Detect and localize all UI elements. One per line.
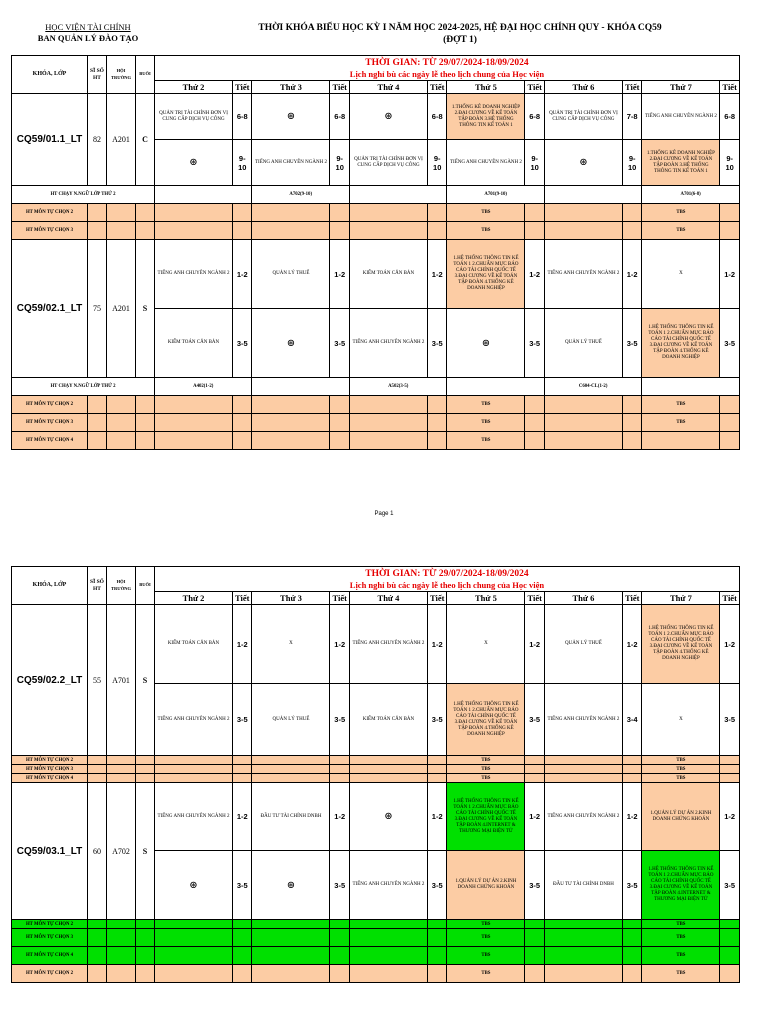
class-name: CQ59/02.1_LT [12,240,88,378]
day-header: Thứ 3 [252,81,330,94]
extra-cell: C604-CL(1-2) [544,378,641,396]
period-cell: 1-2 [330,783,349,851]
period-cell: 1-2 [233,240,252,309]
class-name: CQ59/01.1_LT [12,94,88,186]
tiet-header: Tiết [622,81,641,94]
period-cell: 9-10 [622,140,641,186]
period-cell: 3-5 [427,851,446,920]
class-name: CQ59/02.2_LT [12,605,88,756]
subject-cell: TIẾNG ANH CHUYÊN NGÀNH 2 [349,851,427,920]
period-cell: 1-2 [720,783,739,851]
period-cell: 3-5 [427,309,446,378]
hoi-truong: A701 [107,605,136,756]
subject-cell: X [642,240,720,309]
optional-cell: TBS [447,432,525,450]
subject-cell: QUẢN TRỊ TÀI CHÍNH ĐƠN VỊ CUNG CẤP DỊCH VỤ CÔNG [155,94,233,140]
subject-cell: 1.HỆ THỐNG THÔNG TIN KẾ TOÁN 1 2.CHUẨN MỰC BÁO CÁO TÀI CHÍNH QUỐC TẾ 3.ĐẠI CƯƠNG VỀ KẾ TOÁN TẬP ĐOÀN 4.THỐNG KÊ DOANH NGHIỆP [642,309,720,378]
extra-row-label: HT CHẠY N.NGỮ LỚP THỨ 2 [12,186,155,204]
tiet-header: Tiết [233,81,252,94]
period-cell: 1-2 [330,240,349,309]
period-cell: 6-8 [525,94,544,140]
period-cell: 3-5 [233,309,252,378]
optional-cell: TBS [642,222,720,240]
optional-row-label: HT MÔN TỰ CHỌN 2 [12,920,88,929]
optional-cell: TBS [447,947,525,965]
optional-cell: TBS [642,204,720,222]
period-cell: 1-2 [720,605,739,684]
col-hoi-truong: HỘI TRƯỜNG [107,56,136,94]
optional-row-label: HT MÔN TỰ CHỌN 2 [12,965,88,983]
optional-row-label: HT MÔN TỰ CHỌN 2 [12,756,88,765]
optional-cell: TBS [447,920,525,929]
col-buoi: BUỔI [136,56,155,94]
page-number: Page 1 [374,511,394,517]
col-khoa-lop: KHÓA, LỚP [12,567,88,605]
subject-cell: 1.HỆ THỐNG THÔNG TIN KẾ TOÁN 1 2.CHUẨN MỰC BÁO CÁO TÀI CHÍNH QUỐC TẾ 3.ĐẠI CƯƠNG VỀ KẾ TOÁN TẬP ĐOÀN 4.THỐNG KÊ DOANH NGHIỆP [642,605,720,684]
banner-line1: THỜI GIAN: TỪ 29/07/2024-18/09/2024 [365,568,529,579]
tiet-header: Tiết [525,592,544,605]
period-cell: 1-2 [525,783,544,851]
extra-cell [349,186,446,204]
period-cell: 1-2 [622,240,641,309]
extra-cell: A701(6-8) [642,186,739,204]
extra-cell [447,378,544,396]
optional-cell: TBS [642,414,720,432]
optional-cell: TBS [642,765,720,774]
subject-cell: KIỂM TOÁN CĂN BẢN [349,240,427,309]
optional-cell: TBS [447,396,525,414]
optional-cell: TBS [642,396,720,414]
period-cell: 1-2 [720,240,739,309]
optional-row-label: HT MÔN TỰ CHỌN 4 [12,947,88,965]
subject-cell: TIẾNG ANH CHUYÊN NGÀNH 2 [447,140,525,186]
subject-cell: ⊛ [349,94,427,140]
extra-cell [642,378,739,396]
optional-cell: TBS [642,920,720,929]
col-khoa-lop: KHÓA, LỚP [12,56,88,94]
optional-row-label: HT MÔN TỰ CHỌN 4 [12,432,88,450]
title-line1: THỜI KHÓA BIỂU HỌC KỲ I NĂM HỌC 2024-2025, HỆ ĐẠI HỌC CHÍNH QUY - KHÓA CQ59 [258,23,662,33]
subject-cell: KIỂM TOÁN CĂN BẢN [155,605,233,684]
day-header: Thứ 7 [642,592,720,605]
optional-row-label: HT MÔN TỰ CHỌN 4 [12,774,88,783]
period-cell: 3-5 [720,309,739,378]
subject-cell: TIẾNG ANH CHUYÊN NGÀNH 2 [155,783,233,851]
hoi-truong: A702 [107,783,136,920]
optional-row-label: HT MÔN TỰ CHỌN 2 [12,396,88,414]
optional-cell: TBS [447,756,525,765]
optional-row-label: HT MÔN TỰ CHỌN 3 [12,222,88,240]
optional-row-label: HT MÔN TỰ CHỌN 2 [12,204,88,222]
subject-cell: ⊛ [349,783,427,851]
class-name: CQ59/03.1_LT [12,783,88,920]
tiet-header: Tiết [525,81,544,94]
subject-cell: 1.HỆ THỐNG THÔNG TIN KẾ TOÁN 1 2.CHUẨN MỰC BÁO CÁO TÀI CHÍNH QUỐC TẾ 3.ĐẠI CƯƠNG VỀ KẾ TOÁN TẬP ĐOÀN 4.INTERNET & THƯƠNG MẠI ĐIỆN TỬ [642,851,720,920]
subject-cell: 1.HỆ THỐNG THÔNG TIN KẾ TOÁN 1 2.CHUẨN MỰC BÁO CÁO TÀI CHÍNH QUỐC TẾ 3.ĐẠI CƯƠNG VỀ KẾ TOÁN TẬP ĐOÀN 4.THỐNG KÊ DOANH NGHIỆP [447,684,525,756]
optional-cell: TBS [642,774,720,783]
day-header: Thứ 4 [349,592,427,605]
extra-cell: A701(9-10) [447,186,544,204]
extra-cell [155,186,252,204]
col-si-so: SĨ SỐ HT [88,567,107,605]
subject-cell: 1.THỐNG KÊ DOANH NGHIỆP 2.ĐẠI CƯƠNG VỀ KẾ TOÁN TẬP ĐOÀN 3.HỆ THỐNG THÔNG TIN KẾ TOÁN 1 [447,94,525,140]
subject-cell: X [252,605,330,684]
period-cell: 6-8 [720,94,739,140]
period-cell: 6-8 [427,94,446,140]
optional-cell: TBS [447,222,525,240]
period-cell: 3-5 [622,309,641,378]
buoi: S [136,605,155,756]
day-header: Thứ 4 [349,81,427,94]
org-line2: BAN QUẢN LÝ ĐÀO TẠO [37,33,139,43]
subject-cell: 1.THỐNG KÊ DOANH NGHIỆP 2.ĐẠI CƯƠNG VỀ KẾ TOÁN TẬP ĐOÀN 3.HỆ THỐNG THÔNG TIN KẾ TOÁN 1 [642,140,720,186]
subject-cell: ⊛ [155,851,233,920]
day-header: Thứ 6 [544,592,622,605]
subject-cell: ⊛ [252,309,330,378]
day-header: Thứ 5 [447,81,525,94]
period-cell: 3-5 [525,851,544,920]
period-cell: 9-10 [233,140,252,186]
extra-cell [544,186,641,204]
period-cell: 1-2 [525,240,544,309]
period-cell: 3-5 [330,309,349,378]
buoi: S [136,240,155,378]
title-line2: (ĐỢT 1) [443,35,477,45]
period-cell: 9-10 [427,140,446,186]
optional-row-label: HT MÔN TỰ CHỌN 3 [12,929,88,947]
subject-cell: TIẾNG ANH CHUYÊN NGÀNH 2 [155,240,233,309]
subject-cell: ĐẦU TƯ TÀI CHÍNH DNBH [544,851,622,920]
banner-line1: THỜI GIAN: TỪ 29/07/2024-18/09/2024 [365,57,529,68]
period-cell: 6-8 [233,94,252,140]
optional-row-label: HT MÔN TỰ CHỌN 3 [12,414,88,432]
day-header: Thứ 7 [642,81,720,94]
extra-cell: A702(9-10) [252,186,349,204]
optional-cell: TBS [642,947,720,965]
period-cell: 3-5 [525,684,544,756]
optional-cell: TBS [447,204,525,222]
subject-cell: TIẾNG ANH CHUYÊN NGÀNH 2 [155,684,233,756]
subject-cell: ⊛ [447,309,525,378]
day-header: Thứ 6 [544,81,622,94]
tiet-header: Tiết [622,592,641,605]
period-cell: 3-5 [720,684,739,756]
timetable-page2 [11,566,740,983]
hoi-truong: A201 [107,240,136,378]
period-cell: 3-5 [622,851,641,920]
subject-cell: KIỂM TOÁN CĂN BẢN [349,684,427,756]
col-hoi-truong: HỘI TRƯỜNG [107,567,136,605]
subject-cell: TIẾNG ANH CHUYÊN NGÀNH 2 [544,783,622,851]
banner-line2: Lịch nghỉ bù các ngày lễ theo lịch chung của Học viện [349,68,545,79]
subject-cell: ⊛ [252,94,330,140]
period-cell: 1-2 [525,605,544,684]
subject-cell: ĐẦU TƯ TÀI CHÍNH DNBH [252,783,330,851]
tiet-header: Tiết [427,592,446,605]
period-cell: 1-2 [427,783,446,851]
tiet-header: Tiết [720,592,739,605]
period-cell: 1-2 [622,783,641,851]
tiet-header: Tiết [330,81,349,94]
subject-cell: QUẢN TRỊ TÀI CHÍNH ĐƠN VỊ CUNG CẤP DỊCH VỤ CÔNG [544,94,622,140]
si-so: 55 [88,605,107,756]
period-cell: 1-2 [233,605,252,684]
subject-cell: QUẢN LÝ THUẾ [544,309,622,378]
subject-cell: ⊛ [252,851,330,920]
period-cell: 3-5 [330,851,349,920]
org-header [18,22,158,44]
period-cell: 9-10 [525,140,544,186]
col-buoi: BUỔI [136,567,155,605]
time-banner [155,56,740,81]
subject-cell: 1.HỆ THỐNG THÔNG TIN KẾ TOÁN 1 2.CHUẨN MỰC BÁO CÁO TÀI CHÍNH QUỐC TẾ 3.ĐẠI CƯƠNG VỀ KẾ TOÁN TẬP ĐOÀN 4.THỐNG KÊ DOANH NGHIỆP [447,240,525,309]
subject-cell: X [642,684,720,756]
subject-cell: TIẾNG ANH CHUYÊN NGÀNH 2 [252,140,330,186]
period-cell: 1-2 [427,240,446,309]
subject-cell: TIẾNG ANH CHUYÊN NGÀNH 2 [642,94,720,140]
day-header: Thứ 2 [155,592,233,605]
period-cell: 3-5 [233,684,252,756]
optional-cell: TBS [642,965,720,983]
extra-row-label: HT CHẠY N.NGỮ LỚP THỨ 2 [12,378,155,396]
subject-cell: QUẢN LÝ THUẾ [252,240,330,309]
banner-line2: Lịch nghỉ bù các ngày lễ theo lịch chung của Học viện [349,579,545,590]
subject-cell: TIẾNG ANH CHUYÊN NGÀNH 2 [544,240,622,309]
subject-cell: ⊛ [155,140,233,186]
period-cell: 3-5 [525,309,544,378]
subject-cell: KIỂM TOÁN CĂN BẢN [155,309,233,378]
subject-cell: QUẢN TRỊ TÀI CHÍNH ĐƠN VỊ CUNG CẤP DỊCH VỤ CÔNG [349,140,427,186]
day-header: Thứ 2 [155,81,233,94]
extra-cell [252,378,349,396]
period-cell: 3-5 [427,684,446,756]
period-cell: 7-8 [622,94,641,140]
subject-cell: 1.HỆ THỐNG THÔNG TIN KẾ TOÁN 1 2.CHUẨN MỰC BÁO CÁO TÀI CHÍNH QUỐC TẾ 3.ĐẠI CƯƠNG VỀ KẾ TOÁN TẬP ĐOÀN 4.INTERNET & THƯƠNG MẠI ĐIỆN TỬ [447,783,525,851]
si-so: 60 [88,783,107,920]
period-cell: 9-10 [330,140,349,186]
subject-cell: ⊛ [544,140,622,186]
org-line1: HỌC VIỆN TÀI CHÍNH [45,22,131,32]
period-cell: 1-2 [330,605,349,684]
buoi: S [136,783,155,920]
time-banner [155,567,740,592]
subject-cell: TIẾNG ANH CHUYÊN NGÀNH 2 [349,605,427,684]
col-si-so: SĨ SỐ HT [88,56,107,94]
extra-cell: A402(1-2) [155,378,252,396]
period-cell: 6-8 [330,94,349,140]
extra-cell: A502(3-5) [349,378,446,396]
tiet-header: Tiết [720,81,739,94]
si-so: 75 [88,240,107,378]
period-cell: 9-10 [720,140,739,186]
subject-cell: QUẢN LÝ THUẾ [252,684,330,756]
period-cell: 3-5 [330,684,349,756]
buoi: C [136,94,155,186]
period-cell: 3-5 [720,851,739,920]
optional-row-label: HT MÔN TỰ CHỌN 3 [12,765,88,774]
schedule-title [180,22,740,46]
day-header: Thứ 5 [447,592,525,605]
si-so: 82 [88,94,107,186]
day-header: Thứ 3 [252,592,330,605]
hoi-truong: A201 [107,94,136,186]
subject-cell: TIẾNG ANH CHUYÊN NGÀNH 2 [544,684,622,756]
tiet-header: Tiết [330,592,349,605]
period-cell: 1-2 [622,605,641,684]
subject-cell: 1.QUẢN LÝ DỰ ÁN 2.KINH DOANH CHỨNG KHOÁN [447,851,525,920]
timetable-page1 [11,55,740,450]
optional-cell: TBS [447,774,525,783]
optional-cell: TBS [447,765,525,774]
optional-cell: TBS [447,929,525,947]
period-cell: 1-2 [233,783,252,851]
period-cell: 1-2 [427,605,446,684]
subject-cell: TIẾNG ANH CHUYÊN NGÀNH 2 [349,309,427,378]
optional-cell: TBS [447,965,525,983]
period-cell: 3-5 [233,851,252,920]
subject-cell: X [447,605,525,684]
tiet-header: Tiết [427,81,446,94]
period-cell: 3-4 [622,684,641,756]
optional-cell: TBS [642,756,720,765]
optional-cell: TBS [642,929,720,947]
tiet-header: Tiết [233,592,252,605]
subject-cell: QUẢN LÝ THUẾ [544,605,622,684]
subject-cell: 1.QUẢN LÝ DỰ ÁN 2.KINH DOANH CHỨNG KHOÁN [642,783,720,851]
optional-cell: TBS [447,414,525,432]
